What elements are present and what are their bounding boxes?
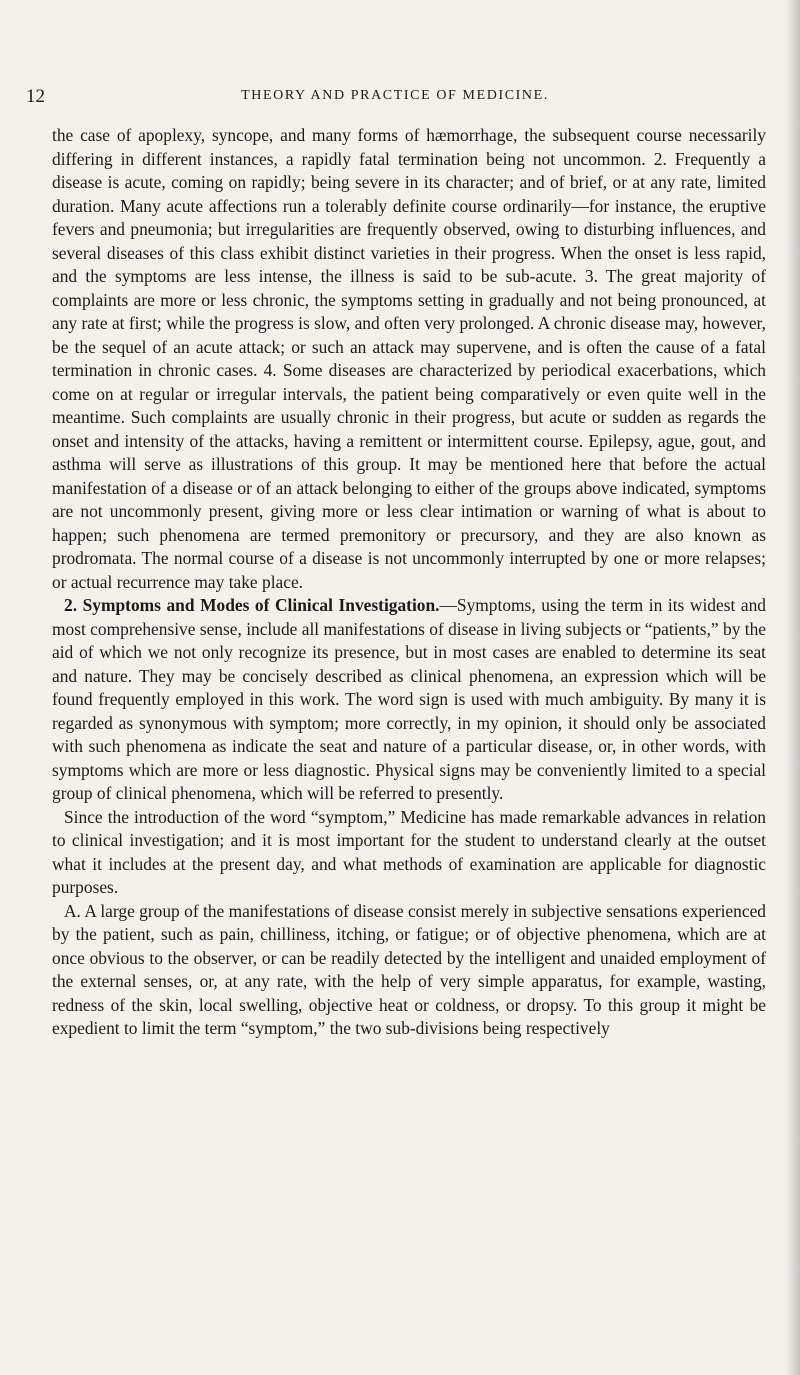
section-heading-paragraph: 2. Symptoms and Modes of Clinical Investigation.—Symptoms, using the term in its widest and most comprehensive sense, include all manifestations of disease in living subjects or “patients,” by the aid of which we not only recognize its presence, but in most cases are enabled to determine its seat and nature. They may be concisely described as clinical phenomena, an expression which will be found frequently employed in this work. The word sign is used with much ambiguity. By many it is regarded as synonymous with symptom; more correctly, in my opinion, it should only be associated with such phenomena as indicate the seat and nature of a particular disease, or, in other words, with symptoms which are more or less diagnostic. Physical signs may be conveniently limited to a special group of clinical phenomena, which will be referred to presently. <box>52 595 766 803</box>
running-head: THEORY AND PRACTICE OF MEDICINE. <box>241 88 549 103</box>
section-title: Symptoms and Modes of Clinical Investigation. <box>82 595 440 615</box>
subgroup-a-label: A. <box>64 900 81 921</box>
paragraph-symptoms-definition: using the term in its widest and most comprehensive sense, include all manifestations of disease in living subjects or “patients,” by the aid of which we not only recognize its presence, but in most cases are enabled to determine its seat and nature. They may be concisely described as clinical phenomena, an expression which will be found frequently employed in this work. The word sign is used with much ambiguity. By many it is regarded as synonymous with symptom; more correctly, in my opinion, it should only be associated with such phenomena as indicate the seat and nature of a particular disease, or, in other words, with symptoms which are more or less diagnostic. Physical signs may be conveniently limited to a special group of clinical phenomena, which will be referred to presently. <box>52 595 766 803</box>
page-edge-shadow <box>786 0 800 1375</box>
subgroup-a-lead: A large group of the manifestations of disease <box>84 900 404 921</box>
paragraph-subgroup-a: A. A large group of the manifestations of disease consist merely in subjective sensations experienced by the patient, such as pain, chilliness, itching, or fatigue; or of objective phenomena, which are at once obvious to the observer, or can be readily detected by the intelligent and unaided employment of the external senses, or, at any rate, with the help of very simple apparatus, for example, wasting, redness of the skin, local swelling, objective heat or coldness, or dropsy. To this group it might be expedient to limit the term “symptom,” the two sub-divisions being respectively <box>52 900 766 1038</box>
paragraph-symptom-word: Since the introduction of the word “symptom,” Medicine has made remarkable advances in relation to clinical investigation; and it is most important for the student to understand clearly at the outset what it includes at the present day, and what methods of examination are applicable for diagnostic purposes. <box>52 806 766 897</box>
body-text <box>52 124 766 1041</box>
page-number: 12 <box>26 86 45 107</box>
section-lead: Symptoms, <box>456 595 536 615</box>
paragraph-clinical-course: the case of apoplexy, syncope, and many forms of hæmorrhage, the subsequent course necessarily differing in different instances, a rapidly fatal termination being not uncommon. 2. Frequently a disease is acute, coming on rapidly; being severe in its character; and of brief, or at any rate, limited duration. Many acute affections run a tolerably definite course ordinarily—for instance, the eruptive fevers and pneumonia; but irregularities are frequently observed, owing to disturbing influences, and several diseases of this class exhibit distinct varieties in their progress. When the onset is less rapid, and the symptoms are less intense, the illness is said to be sub-acute. 3. The great majority of complaints are more or less chronic, the symptoms setting in gradually and not being pronounced, at any rate at first; while the progress is slow, and often very prolonged. A chronic disease may, however, be the sequel of an acute attack; or such an attack may supervene, and is often the cause of a fatal termination in chronic cases. 4. Some diseases are characterized by periodical exacerbations, which come on at regular or irregular intervals, the patient being comparatively or even quite well in the meantime. Such complaints are usually chronic in their progress, but acute or sudden as regards the onset and intensity of the attacks, having a remittent or intermittent course. Epilepsy, ague, gout, and asthma will serve as illustrations of this group. It may be mentioned here that before the actual manifestation of a disease or of an attack belonging to either of the groups above indicated, symptoms are not uncommonly present, giving more or less clear intimation or warning of what is about to happen; such phenomena are termed premonitory or precursory, and they are also known as prodromata. The normal course of a disease is not uncommonly interrupted by one or more relapses; or actual recurrence may take place. <box>52 125 766 592</box>
section-number: 2. <box>64 595 78 615</box>
page-header <box>26 86 764 110</box>
